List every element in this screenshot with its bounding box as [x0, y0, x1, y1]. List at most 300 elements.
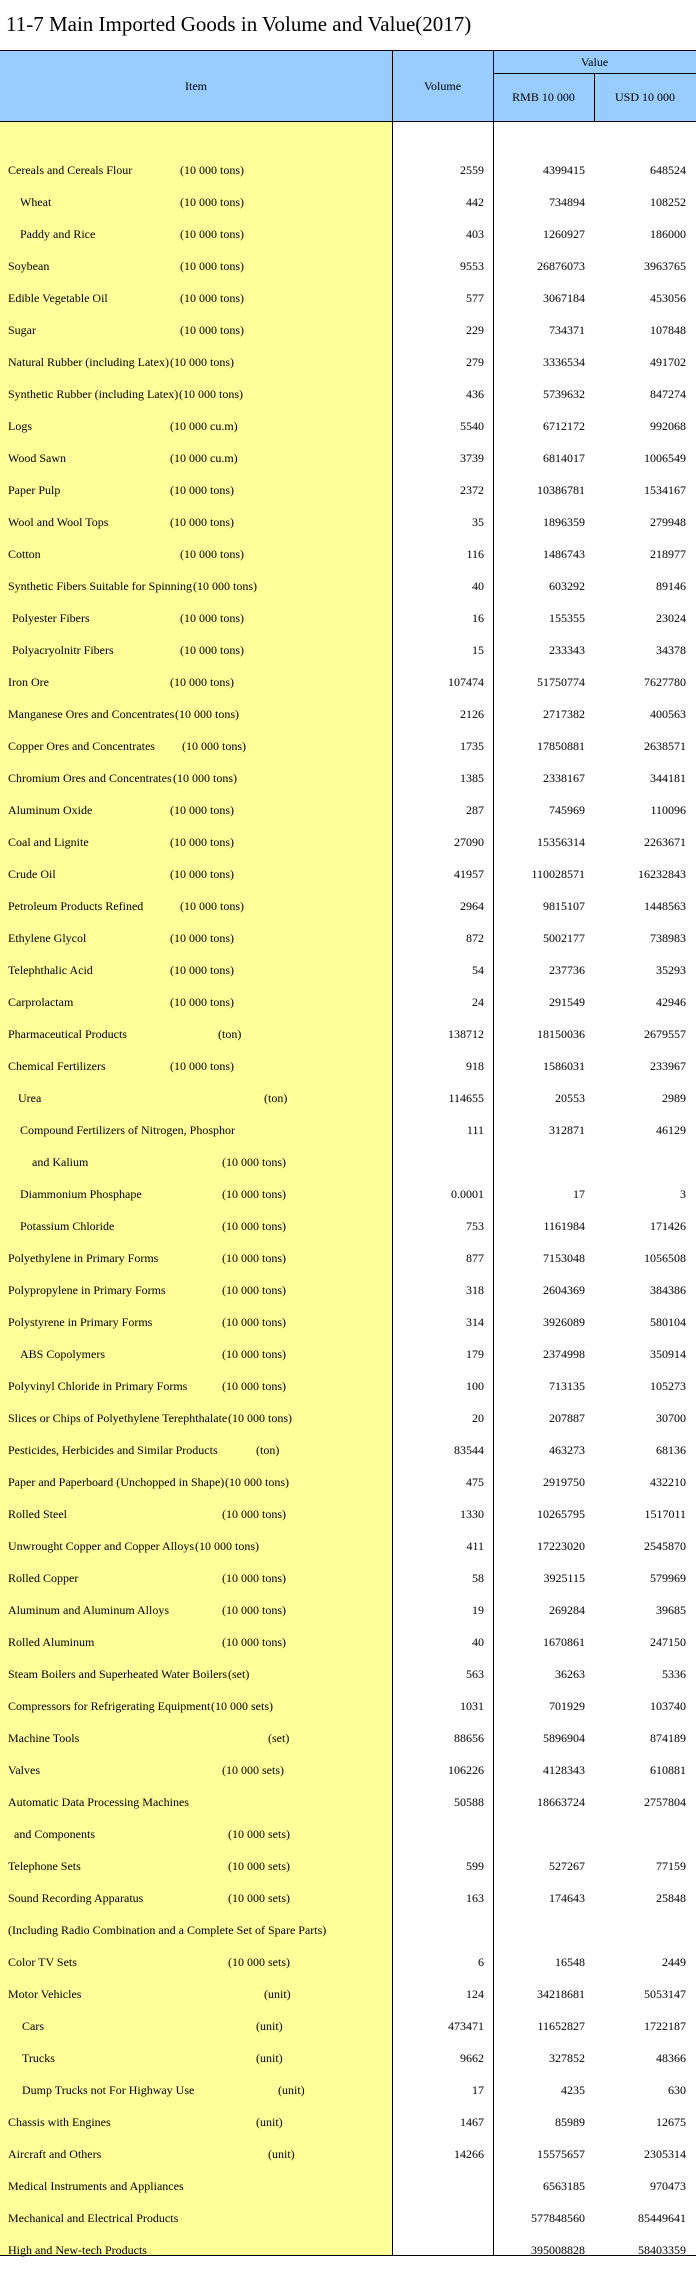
table-row	[0, 1242, 696, 1274]
item-name: Wood Sawn	[8, 451, 67, 465]
rmb-value: 1260927	[543, 227, 585, 241]
usd-value: 648524	[650, 163, 686, 177]
table-row	[0, 1594, 696, 1626]
volume-value: 17	[472, 2083, 484, 2097]
item-unit: (10 000 tons)	[170, 867, 234, 881]
rmb-value: 7153048	[543, 1251, 585, 1265]
usd-value: 7627780	[644, 675, 686, 689]
rmb-value: 291549	[549, 995, 585, 1009]
usd-value: 171426	[650, 1219, 686, 1233]
usd-value: 992068	[650, 419, 686, 433]
rmb-value: 26876073	[537, 259, 585, 273]
item-name: Telephthalic Acid	[8, 963, 93, 977]
volume-value: 1467	[460, 2115, 484, 2129]
item-name: Trucks	[22, 2051, 55, 2065]
rmb-value: 4235	[561, 2083, 585, 2097]
rmb-value: 2717382	[543, 707, 585, 721]
item-name: Chromium Ores and Concentrates	[8, 771, 172, 785]
table-row	[0, 1978, 696, 2010]
item-unit: (set)	[268, 1731, 290, 1745]
item-name: Paper and Paperboard (Unchopped in Shape)	[8, 1475, 225, 1489]
table-row	[0, 1050, 696, 1082]
item-unit: (10 000 tons)	[222, 1283, 286, 1297]
rmb-value: 6712172	[543, 419, 585, 433]
item-unit: (10 000 tons)	[195, 1539, 259, 1553]
item-name: Copper Ores and Concentrates	[8, 739, 155, 753]
item-unit: (10 000 tons)	[193, 579, 257, 593]
item-name: Synthetic Fibers Suitable for Spinning	[8, 579, 192, 593]
table-row	[0, 2106, 696, 2138]
usd-value: 2449	[662, 1955, 686, 1969]
volume-value: 24	[472, 995, 484, 1009]
table-row	[0, 506, 696, 538]
usd-value: 579969	[650, 1571, 686, 1585]
table-row	[0, 346, 696, 378]
volume-value: 9662	[460, 2051, 484, 2065]
item-unit: (set)	[228, 1667, 250, 1681]
usd-value: 68136	[656, 1443, 686, 1457]
volume-value: 19	[472, 1603, 484, 1617]
volume-value: 124	[466, 1987, 484, 2001]
volume-value: 2372	[460, 483, 484, 497]
rmb-value: 3925115	[543, 1571, 585, 1585]
item-unit: (10 000 tons)	[180, 323, 244, 337]
volume-value: 475	[466, 1475, 484, 1489]
item-name: Polyvinyl Chloride in Primary Forms	[8, 1379, 188, 1393]
item-unit: (10 000 tons)	[228, 1411, 292, 1425]
volume-value: 877	[466, 1251, 484, 1265]
volume-value: 50588	[454, 1795, 484, 1809]
item-unit: (10 000 tons)	[222, 1347, 286, 1361]
table-row	[0, 1338, 696, 1370]
table-row	[0, 2042, 696, 2074]
item-name: Automatic Data Processing Machines	[8, 1795, 189, 1809]
volume-value: 9553	[460, 259, 484, 273]
item-unit: (10 000 tons)	[175, 707, 239, 721]
usd-value: 247150	[650, 1635, 686, 1649]
item-name: Medical Instruments and Appliances	[8, 2179, 184, 2193]
rmb-value: 16548	[555, 1955, 585, 1969]
table-row	[0, 1274, 696, 1306]
rmb-value: 18663724	[537, 1795, 585, 1809]
rmb-value: 5739632	[543, 387, 585, 401]
item-name: Cereals and Cereals Flour	[8, 163, 133, 177]
table-row	[0, 2170, 696, 2202]
volume-value: 411	[466, 1539, 484, 1553]
item-unit: (10 000 sets)	[228, 1891, 290, 1905]
rmb-value: 34218681	[537, 1987, 585, 2001]
item-unit: (10 000 tons)	[222, 1379, 286, 1393]
item-unit: (10 000 tons)	[222, 1507, 286, 1521]
table-row	[0, 1018, 696, 1050]
item-name: Iron Ore	[8, 675, 49, 689]
table-row	[0, 1210, 696, 1242]
table-row	[0, 666, 696, 698]
item-unit: (10 000 tons)	[180, 611, 244, 625]
usd-value: 5053147	[644, 1987, 686, 2001]
volume-value: 0.0001	[451, 1187, 484, 1201]
volume-value: 403	[466, 227, 484, 241]
rmb-value: 327852	[549, 2051, 585, 2065]
rmb-value: 1161984	[543, 1219, 585, 1233]
usd-value: 1517011	[644, 1507, 686, 1521]
usd-value: 1534167	[644, 483, 686, 497]
usd-value: 108252	[650, 195, 686, 209]
usd-value: 453056	[650, 291, 686, 305]
item-unit: (10 000 cu.m)	[170, 451, 238, 465]
item-unit: (10 000 tons)	[222, 1219, 286, 1233]
rmb-value: 18150036	[537, 1027, 585, 1041]
table-row	[0, 1882, 696, 1914]
rmb-value: 5002177	[543, 931, 585, 945]
table-header	[0, 50, 696, 122]
table-row	[0, 1306, 696, 1338]
table-row	[0, 1722, 696, 1754]
rmb-value: 10386781	[537, 483, 585, 497]
volume-value: 54	[472, 963, 484, 977]
item-unit: (10 000 tons)	[170, 835, 234, 849]
rmb-value: 5896904	[543, 1731, 585, 1745]
volume-value: 279	[466, 355, 484, 369]
rmb-value: 701929	[549, 1699, 585, 1713]
volume-value: 40	[472, 579, 484, 593]
volume-value: 2126	[460, 707, 484, 721]
item-unit: (10 000 tons)	[180, 291, 244, 305]
item-name: Logs	[8, 419, 32, 433]
item-name: Cotton	[8, 547, 41, 561]
usd-value: 5336	[662, 1667, 686, 1681]
item-name: and Kalium	[32, 1155, 89, 1169]
item-name: Wool and Wool Tops	[8, 515, 109, 529]
rmb-value: 3336534	[543, 355, 585, 369]
volume-value: 35	[472, 515, 484, 529]
usd-value: 970473	[650, 2179, 686, 2193]
item-name: Cars	[22, 2019, 44, 2033]
item-name: Paddy and Rice	[20, 227, 96, 241]
table-row	[0, 1146, 696, 1178]
usd-value: 2757804	[644, 1795, 686, 1809]
volume-value: 872	[466, 931, 484, 945]
item-unit: (10 000 tons)	[170, 675, 234, 689]
usd-value: 58403359	[638, 2243, 686, 2257]
table-row	[0, 250, 696, 282]
item-unit: (10 000 tons)	[222, 1571, 286, 1585]
item-name: Compressors for Refrigerating Equipment	[8, 1699, 211, 1713]
table-rows	[0, 154, 696, 2266]
volume-value: 436	[466, 387, 484, 401]
item-unit: (10 000 tons)	[180, 163, 244, 177]
item-name: Urea	[18, 1091, 42, 1105]
item-name: Ethylene Glycol	[8, 931, 87, 945]
rmb-value: 269284	[549, 1603, 585, 1617]
usd-value: 39685	[656, 1603, 686, 1617]
rmb-value: 10265795	[537, 1507, 585, 1521]
table-row	[0, 410, 696, 442]
table-row	[0, 1370, 696, 1402]
volume-value: 599	[466, 1859, 484, 1873]
item-unit: (unit)	[256, 2051, 283, 2065]
volume-value: 14266	[454, 2147, 484, 2161]
usd-value: 48366	[656, 2051, 686, 2065]
item-unit: (10 000 tons)	[170, 483, 234, 497]
rmb-value: 1896359	[543, 515, 585, 529]
volume-value: 5540	[460, 419, 484, 433]
volume-value: 106226	[448, 1763, 484, 1777]
rmb-value: 2338167	[543, 771, 585, 785]
table-row	[0, 2234, 696, 2266]
volume-value: 114655	[448, 1091, 484, 1105]
item-unit: (ton)	[256, 1443, 280, 1457]
volume-value: 3739	[460, 451, 484, 465]
table-row	[0, 1498, 696, 1530]
rmb-value: 603292	[549, 579, 585, 593]
rmb-value: 1486743	[543, 547, 585, 561]
item-unit: (10 000 tons)	[180, 195, 244, 209]
usd-value: 77159	[656, 1859, 686, 1873]
usd-value: 738983	[650, 931, 686, 945]
item-name: Crude Oil	[8, 867, 56, 881]
rmb-value: 1670861	[543, 1635, 585, 1649]
rmb-value: 395008828	[531, 2243, 585, 2257]
item-unit: (10 000 sets)	[211, 1699, 273, 1713]
volume-value: 138712	[448, 1027, 484, 1041]
item-unit: (unit)	[268, 2147, 295, 2161]
item-unit: (10 000 sets)	[228, 1955, 290, 1969]
item-unit: (unit)	[278, 2083, 305, 2097]
item-name: Soybean	[8, 259, 50, 273]
volume-value: 229	[466, 323, 484, 337]
usd-value: 186000	[650, 227, 686, 241]
volume-value: 1031	[460, 1699, 484, 1713]
item-name: Coal and Lignite	[8, 835, 89, 849]
rmb-value: 734894	[549, 195, 585, 209]
rmb-value: 36263	[555, 1667, 585, 1681]
volume-value: 27090	[454, 835, 484, 849]
rmb-value: 312871	[549, 1123, 585, 1137]
table-row	[0, 1850, 696, 1882]
table-row	[0, 314, 696, 346]
volume-value: 753	[466, 1219, 484, 1233]
volume-value: 40	[472, 1635, 484, 1649]
rmb-value: 745969	[549, 803, 585, 817]
item-name: Rolled Steel	[8, 1507, 67, 1521]
usd-value: 1722187	[644, 2019, 686, 2033]
item-name: Aluminum and Aluminum Alloys	[8, 1603, 170, 1617]
item-unit: (10 000 tons)	[222, 1635, 286, 1649]
rmb-value: 4128343	[543, 1763, 585, 1777]
table-row	[0, 1946, 696, 1978]
usd-value: 350914	[650, 1347, 686, 1361]
item-name: Paper Pulp	[8, 483, 61, 497]
rmb-value: 2604369	[543, 1283, 585, 1297]
item-name: Polystyrene in Primary Forms	[8, 1315, 153, 1329]
table-body	[0, 122, 696, 2256]
volume-value: 2964	[460, 899, 484, 913]
table-row	[0, 2010, 696, 2042]
rmb-value: 6814017	[543, 451, 585, 465]
item-unit: (10 000 sets)	[222, 1763, 284, 1777]
usd-value: 110096	[650, 803, 686, 817]
item-unit: (ton)	[264, 1091, 288, 1105]
volume-value: 1735	[460, 739, 484, 753]
usd-value: 30700	[656, 1411, 686, 1425]
item-name: Aluminum Oxide	[8, 803, 93, 817]
usd-value: 105273	[650, 1379, 686, 1393]
usd-value: 107848	[650, 323, 686, 337]
item-name: Petroleum Products Refined	[8, 899, 144, 913]
volume-value: 107474	[448, 675, 484, 689]
usd-value: 34378	[656, 643, 686, 657]
rmb-value: 85989	[555, 2115, 585, 2129]
usd-value: 2263671	[644, 835, 686, 849]
item-name: Diammonium Phosphape	[20, 1187, 142, 1201]
item-name: Aircraft and Others	[8, 2147, 102, 2161]
table-row	[0, 218, 696, 250]
rmb-value: 734371	[549, 323, 585, 337]
usd-value: 25848	[656, 1891, 686, 1905]
item-name: Color TV Sets	[8, 1955, 77, 1969]
item-name: Synthetic Rubber (including Latex)	[8, 387, 179, 401]
usd-value: 279948	[650, 515, 686, 529]
rmb-value: 17223020	[537, 1539, 585, 1553]
item-unit: (10 000 tons)	[222, 1187, 286, 1201]
table-row	[0, 1658, 696, 1690]
volume-value: 287	[466, 803, 484, 817]
rmb-value: 2374998	[543, 1347, 585, 1361]
item-unit: (10 000 tons)	[180, 899, 244, 913]
rmb-value: 6563185	[543, 2179, 585, 2193]
table-row	[0, 890, 696, 922]
usd-value: 400563	[650, 707, 686, 721]
item-name: Mechanical and Electrical Products	[8, 2211, 179, 2225]
table-row	[0, 186, 696, 218]
table-row	[0, 2074, 696, 2106]
column-header-usd: USD 10 000	[614, 90, 675, 104]
table-row	[0, 282, 696, 314]
item-name: Pharmaceutical Products	[8, 1027, 127, 1041]
volume-value: 20	[472, 1411, 484, 1425]
table-row	[0, 442, 696, 474]
item-unit: (10 000 tons)	[180, 643, 244, 657]
item-unit: (10 000 tons)	[225, 1475, 289, 1489]
table-row	[0, 1786, 696, 1818]
volume-value: 179	[466, 1347, 484, 1361]
volume-value: 473471	[448, 2019, 484, 2033]
rmb-value: 11652827	[537, 2019, 585, 2033]
rmb-value: 463273	[549, 1443, 585, 1457]
table-row	[0, 2202, 696, 2234]
usd-value: 2545870	[644, 1539, 686, 1553]
usd-value: 2989	[662, 1091, 686, 1105]
usd-value: 491702	[650, 355, 686, 369]
volume-value: 15	[472, 643, 484, 657]
usd-value: 35293	[656, 963, 686, 977]
usd-value: 344181	[650, 771, 686, 785]
item-name: Dump Trucks not For Highway Use	[22, 2083, 195, 2097]
item-unit: (unit)	[256, 2019, 283, 2033]
rmb-value: 110028571	[531, 867, 585, 881]
column-header-volume: Volume	[392, 51, 494, 121]
usd-value: 874189	[650, 1731, 686, 1745]
table-row	[0, 1114, 696, 1146]
volume-value: 2559	[460, 163, 484, 177]
imported-goods-table	[0, 50, 696, 2256]
item-unit: (10 000 tons)	[180, 547, 244, 561]
rmb-value: 527267	[549, 1859, 585, 1873]
item-name: Natural Rubber (including Latex)	[8, 355, 169, 369]
item-unit: (10 000 tons)	[170, 803, 234, 817]
item-unit: (10 000 sets)	[228, 1827, 290, 1841]
item-unit: (10 000 cu.m)	[170, 419, 238, 433]
item-name: Sugar	[8, 323, 36, 337]
table-row	[0, 858, 696, 890]
rmb-value: 2919750	[543, 1475, 585, 1489]
volume-value: 16	[472, 611, 484, 625]
rmb-value: 9815107	[543, 899, 585, 913]
volume-value: 563	[466, 1667, 484, 1681]
table-row	[0, 570, 696, 602]
item-name: Polyester Fibers	[12, 611, 90, 625]
item-unit: (10 000 tons)	[222, 1155, 286, 1169]
table-row	[0, 1178, 696, 1210]
volume-value: 88656	[454, 1731, 484, 1745]
item-name: Unwrought Copper and Copper Alloys	[8, 1539, 194, 1553]
table-row	[0, 698, 696, 730]
volume-value: 111	[466, 1123, 484, 1137]
volume-value: 1330	[460, 1507, 484, 1521]
table-row	[0, 538, 696, 570]
item-name: Chassis with Engines	[8, 2115, 111, 2129]
rmb-value: 3926089	[543, 1315, 585, 1329]
item-unit: (unit)	[256, 2115, 283, 2129]
item-unit: (unit)	[264, 1987, 291, 2001]
item-unit: (10 000 tons)	[180, 259, 244, 273]
usd-value: 218977	[650, 547, 686, 561]
table-row	[0, 1466, 696, 1498]
volume-value: 918	[466, 1059, 484, 1073]
usd-value: 384386	[650, 1283, 686, 1297]
table-row	[0, 826, 696, 858]
item-unit: (10 000 tons)	[180, 227, 244, 241]
volume-value: 41957	[454, 867, 484, 881]
usd-value: 1006549	[644, 451, 686, 465]
table-row	[0, 634, 696, 666]
usd-value: 432210	[650, 1475, 686, 1489]
item-name: Chemical Fertilizers	[8, 1059, 106, 1073]
table-row	[0, 1914, 696, 1946]
volume-value: 314	[466, 1315, 484, 1329]
item-name: and Components	[14, 1827, 95, 1841]
table-row	[0, 794, 696, 826]
table-row	[0, 1818, 696, 1850]
table-row	[0, 1690, 696, 1722]
table-row	[0, 1402, 696, 1434]
item-name: Polypropylene in Primary Forms	[8, 1283, 166, 1297]
rmb-value: 15575657	[537, 2147, 585, 2161]
page-title: 11-7 Main Imported Goods in Volume and Value(2017)	[6, 12, 472, 36]
table-row	[0, 986, 696, 1018]
usd-value: 103740	[650, 1699, 686, 1713]
item-unit: (10 000 tons)	[170, 995, 234, 1009]
table-row	[0, 954, 696, 986]
volume-value: 100	[466, 1379, 484, 1393]
usd-value: 1448563	[644, 899, 686, 913]
item-name: Edible Vegetable Oil	[8, 291, 108, 305]
item-name: Compound Fertilizers of Nitrogen, Phosphor	[20, 1123, 235, 1137]
rmb-value: 207887	[549, 1411, 585, 1425]
volume-value: 83544	[454, 1443, 484, 1457]
item-name: Steam Boilers and Superheated Water Boilers	[8, 1667, 228, 1681]
